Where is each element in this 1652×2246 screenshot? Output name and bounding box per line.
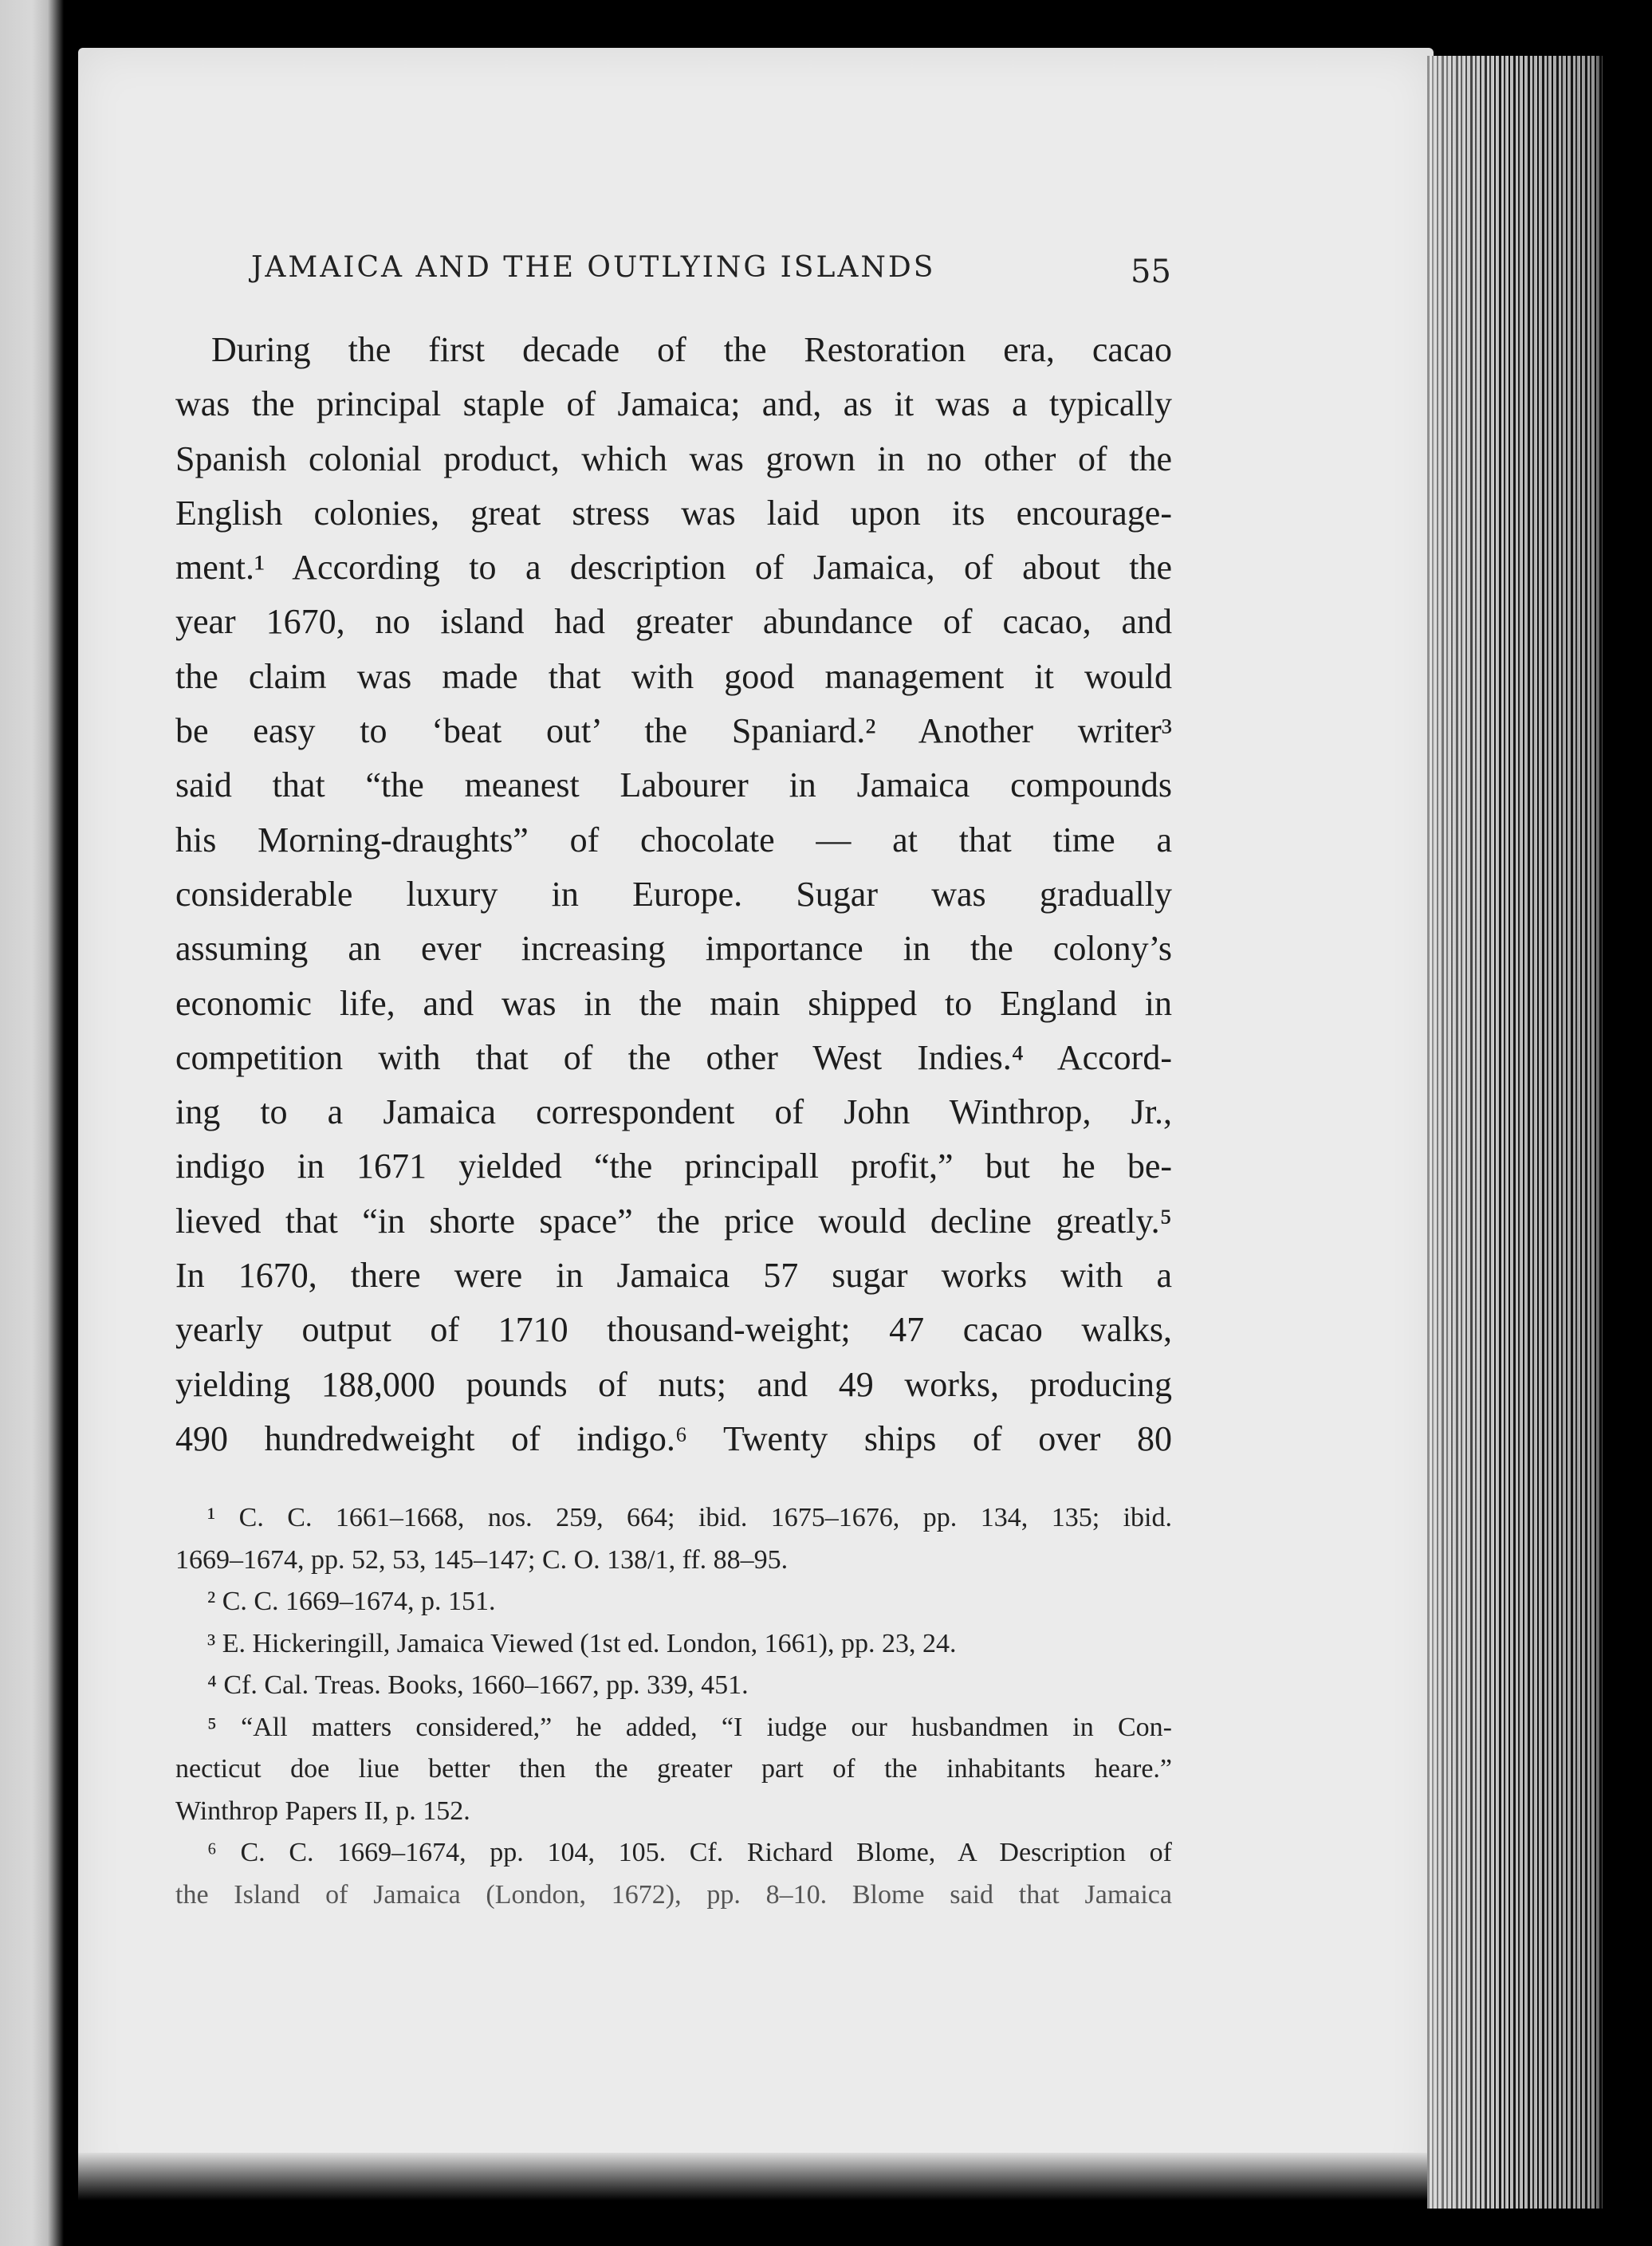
body-line: During the first decade of the Restoration era, cacao [211,330,1172,369]
footnote-line: ⁶ C. C. 1669–1674, pp. 104, 105. Cf. Richard Blome, A Description of [207,1838,1172,1867]
previous-page-edge [0,0,76,2246]
body-line: English colonies, great stress was laid upon its encourage- [175,493,1172,533]
running-head: JAMAICA AND THE OUTLYING ISLANDS [251,251,936,284]
body-line: his Morning-draughts” of chocolate — at that time a [175,820,1172,859]
body-line: assuming an ever increasing importance in the colony’s [175,929,1172,969]
body-text [175,323,1172,1466]
book-page-edges-shading [1427,56,1611,2209]
footnote-line: necticut doe liue better then the greater part of the inhabitants heare.” [175,1754,1172,1784]
body-line: yielding 188,000 pounds of nuts; and 49 works, producing [175,1364,1172,1404]
body-line: ing to a Jamaica correspondent of John Winthrop, Jr., [175,1092,1172,1132]
body-line: indigo in 1671 yielded “the principall profit,” but he be- [175,1147,1172,1186]
body-line: competition with that of the other West Indies.⁴ Accord- [175,1037,1172,1077]
footnote-line: Winthrop Papers II, p. 152. [175,1796,470,1826]
body-line: economic life, and was in the main shipped to England in [175,983,1172,1023]
footnotes [175,1497,1172,1916]
page-bottom-shadow [78,2153,1434,2201]
footnote-line: the Island of Jamaica (London, 1672), pp. 8–10. Blome said that Jamaica [175,1879,1172,1910]
body-line: year 1670, no island had greater abundance of cacao, and [175,602,1172,642]
page-number: 55 [1131,254,1171,290]
body-line: ment.¹ According to a description of Jamaica, of about the [175,548,1172,588]
body-line: be easy to ‘beat out’ the Spaniard.² Another writer³ [175,711,1172,751]
footnote-line: ³ E. Hickeringill, Jamaica Viewed (1st ed. London, 1661), pp. 23, 24. [207,1628,957,1658]
body-line: said that “the meanest Labourer in Jamaica compounds [175,765,1172,805]
footnote-line: ¹ C. C. 1661–1668, nos. 259, 664; ibid. 1675–1676, pp. 134, 135; ibid. [207,1503,1172,1532]
body-line: 490 hundredweight of indigo.⁶ Twenty ships of over 80 [175,1418,1172,1458]
body-line: lieved that “in shorte space” the price would decline greatly.⁵ [175,1201,1172,1241]
body-line: In 1670, there were in Jamaica 57 sugar works with a [175,1256,1172,1296]
body-line: Spanish colonial product, which was grown in no other of the [175,439,1172,478]
footnote-line: ² C. C. 1669–1674, p. 151. [207,1587,496,1616]
footnote-line: 1669–1674, pp. 52, 53, 145–147; C. O. 138/1, ff. 88–95. [175,1544,789,1575]
footnote-line: ⁴ Cf. Cal. Treas. Books, 1660–1667, pp. 339, 451. [207,1670,749,1700]
body-line: was the principal staple of Jamaica; and, as it was a typically [175,384,1172,424]
scan-background [1603,0,1652,2246]
body-line: yearly output of 1710 thousand-weight; 47 cacao walks, [175,1310,1172,1350]
footnote-line: ⁵ “All matters considered,” he added, “I iudge our husbandmen in Con- [207,1712,1172,1742]
body-line: the claim was made that with good management it would [175,656,1172,696]
body-line: considerable luxury in Europe. Sugar was gradually [175,874,1172,914]
